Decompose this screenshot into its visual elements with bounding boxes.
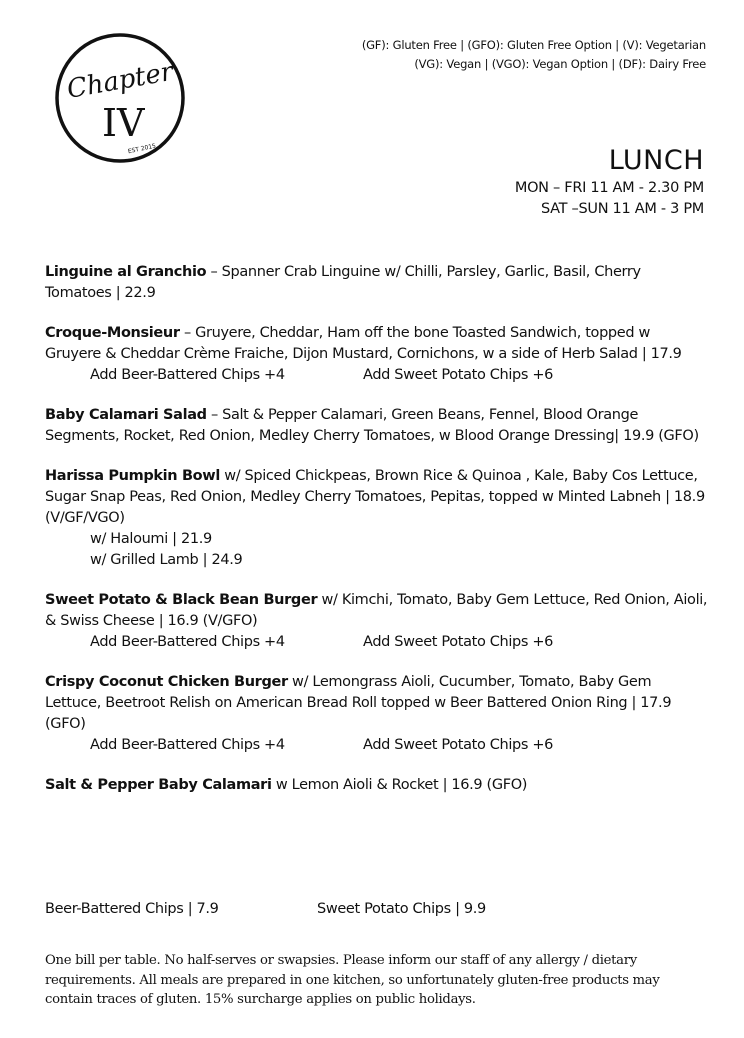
- addon-chips: Add Beer-Battered Chips +4: [90, 367, 285, 383]
- item-description: – Spanner Crab Linguine w/ Chilli, Parsley, Garlic, Basil, Cherry Tomatoes | 22.9: [45, 264, 641, 301]
- addon-sweet-potato: Add Sweet Potato Chips +6: [363, 634, 554, 650]
- item-name: Harissa Pumpkin Bowl: [45, 468, 220, 484]
- svg-text:IV: IV: [102, 101, 145, 145]
- item-description: – Gruyere, Cheddar, Ham off the bone Toasted Sandwich, topped w Gruyere & Cheddar Crème Fraiche, Dijon Mustard, Cornichons, w a side of Herb Salad | 17.9: [45, 325, 682, 362]
- svg-text:Chapter: Chapter: [64, 56, 176, 105]
- legend-line: (VG): Vegan | (VGO): Vegan Option | (DF): Dairy Free: [414, 57, 706, 71]
- menu-item: [45, 405, 710, 447]
- addon-chips: Add Beer-Battered Chips +4: [90, 737, 285, 753]
- menu-item: [45, 590, 710, 653]
- item-description: w/ Lemongrass Aioli, Cucumber, Tomato, Baby Gem Lettuce, Beetroot Relish on American Bread Roll topped w Beer Battered Onion Ring | 17.9 (GFO): [45, 674, 672, 732]
- item-name: Sweet Potato & Black Bean Burger: [45, 592, 318, 608]
- item-addons: [45, 632, 710, 653]
- item-addons: [45, 365, 710, 386]
- menu-item: [45, 323, 710, 386]
- item-description: – Salt & Pepper Calamari, Green Beans, Fennel, Blood Orange Segments, Rocket, Red Onion, Medley Cherry Tomatoes, w Blood Orange Dressing| 19.9 (GFO): [45, 407, 699, 444]
- item-variant: w/ Haloumi | 21.9: [90, 531, 212, 547]
- item-name: Baby Calamari Salad: [45, 407, 207, 423]
- dietary-legend: [362, 36, 706, 74]
- menu-item: [45, 775, 710, 796]
- item-description: w/ Spiced Chickpeas, Brown Rice & Quinoa , Kale, Baby Cos Lettuce, Sugar Snap Peas, Red Onion, Medley Cherry Tomatoes, Pepitas, topped w Minted Labneh | 18.9 (V/GF/VGO): [45, 468, 705, 526]
- hours-weekend: SAT –SUN 11 AM - 3 PM: [541, 201, 704, 217]
- item-name: Crispy Coconut Chicken Burger: [45, 674, 288, 690]
- item-name: Croque-Monsieur: [45, 325, 180, 341]
- svg-text:EST 2015: EST 2015: [127, 142, 157, 156]
- menu-items: [45, 262, 710, 815]
- menu-item: [45, 672, 710, 756]
- addon-sweet-potato: Add Sweet Potato Chips +6: [363, 367, 554, 383]
- side-chips: Beer-Battered Chips | 7.9: [45, 901, 219, 917]
- legend-line: (GF): Gluten Free | (GFO): Gluten Free Option | (V): Vegetarian: [361, 38, 706, 52]
- menu-title: LUNCH: [608, 145, 704, 176]
- sides-section: [45, 899, 486, 920]
- addon-sweet-potato: Add Sweet Potato Chips +6: [363, 737, 554, 753]
- item-description: w Lemon Aioli & Rocket | 16.9 (GFO): [271, 777, 528, 793]
- chapter-iv-logo: [54, 32, 186, 164]
- addon-chips: Add Beer-Battered Chips +4: [90, 634, 285, 650]
- item-name: Salt & Pepper Baby Calamari: [45, 777, 272, 793]
- item-variant: w/ Grilled Lamb | 24.9: [90, 552, 243, 568]
- item-addons: [45, 735, 710, 756]
- menu-item: [45, 466, 710, 571]
- item-name: Linguine al Granchio: [45, 264, 207, 280]
- side-sweet-potato: Sweet Potato Chips | 9.9: [317, 901, 486, 917]
- menu-item: [45, 262, 710, 304]
- item-description: w/ Kimchi, Tomato, Baby Gem Lettuce, Red Onion, Aioli, & Swiss Cheese | 16.9 (V/GFO): [45, 592, 708, 629]
- hours-weekday: MON – FRI 11 AM - 2.30 PM: [514, 180, 704, 196]
- footer-note: One bill per table. No half-serves or swapsies. Please inform our staff of any allergy / dietary requirements. All meals are prepared in one kitchen, so unfortunately gluten-free products may contain traces of gluten. 15% surcharge applies on public holidays.: [45, 953, 660, 1007]
- menu-heading: [515, 144, 704, 220]
